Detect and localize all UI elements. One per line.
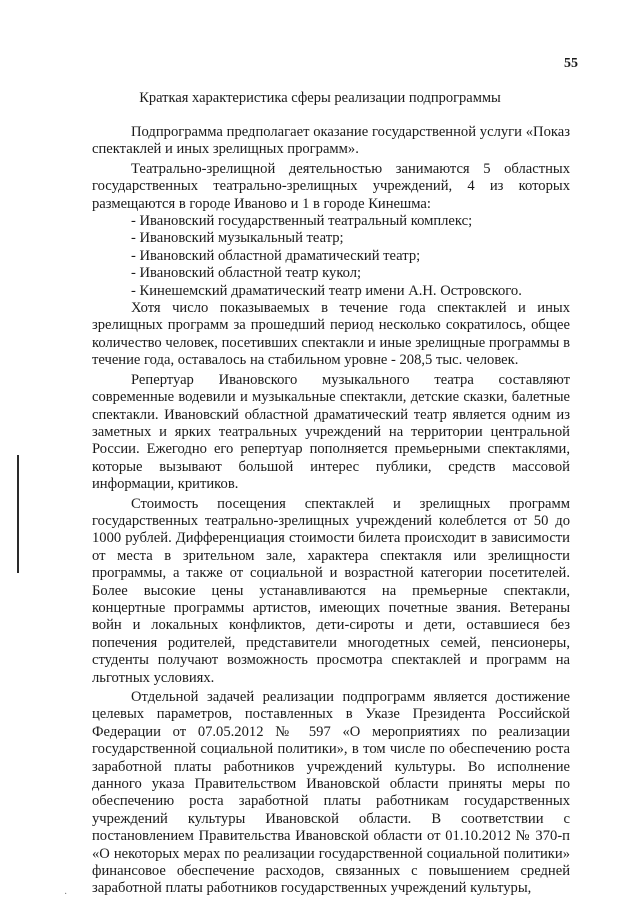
section-title: Краткая характеристика сферы реализации подпрограммы — [139, 90, 501, 106]
scan-margin-mark — [17, 455, 19, 573]
scan-artifact: · — [64, 889, 68, 900]
document-body — [92, 122, 570, 898]
paragraph: Хотя число показываемых в течение года спектаклей и иных зрелищных программ за прошедший период несколько сократилось, общее количество человек, посетивших спектакли и иные зрелищные программы в течение года, оставалось на стабильном уровне - 208,5 тыс. человек. — [92, 300, 570, 369]
paragraph: Репертуар Ивановского музыкального театра составляют современные водевили и музыкальные спектакли, детские сказки, балетные спектакли. Ивановский областной драматический театр является одним из заметных и ярких театральных учреждений на территории центральной России. Ежегодно его репертуар пополняется премьерными спектаклями, которые вызывают большой интерес публики, средств массовой информации, критиков. — [92, 371, 570, 493]
list-item: - Ивановский областной театр кукол; — [131, 265, 362, 282]
paragraph: Стоимость посещения спектаклей и зрелищных программ государственных театрально-зрелищных учреждений колеблется от 50 до 1000 рублей. Дифференциация стоимости билета происходит в зависимости от места в зрительном зале, характера спектакля или зрелищности программы, а также от социальной и возрастной категории посетителей. Более высокие цены устанавливаются на премьерные спектакли, концертные программы артистов, имеющих почетные звания. Ветераны войн и локальных конфликтов, дети-сироты и дети, оставшиеся без попечения родителей, представители многодетных семей, пенсионеры, студенты получают возможность просмотра спектаклей и программ на льготных условиях. — [92, 495, 570, 686]
list-item: - Ивановский областной драматический театр; — [131, 247, 421, 264]
paragraph: Отдельной задачей реализации подпрограмм является достижение целевых параметров, поставленных в Указе Президента Российской Федерации от 07.05.2012 № 597 «О мероприятиях по реализации государственной социальной политики», в том числе по обеспечению роста заработной платы работников учреждений культуры. Во исполнение данного указа Правительством Ивановской области приняты меры по обеспечению роста заработной платы работникам государственных учреждений культуры Ивановской области. В соответствии с постановлением Правительства Ивановской области от 01.10.2012 № 370-п «О некоторых мерах по реализации государственной социальной политики» финансовое обеспечение расходов, связанных с повышением средней заработной платы работников государственных учреждений культуры, — [92, 689, 570, 897]
list-item: - Ивановский государственный театральный комплекс; — [131, 213, 473, 230]
list-item: - Кинешемский драматический театр имени А.Н. Островского. — [131, 282, 522, 299]
list-item: - Ивановский музыкальный театр; — [131, 230, 344, 247]
paragraph: Подпрограмма предполагает оказание государственной услуги «Показ спектаклей и иных зрелищных программ». — [92, 124, 570, 158]
page-number: 55 — [564, 56, 578, 71]
paragraph: Театрально-зрелищной деятельностью занимаются 5 областных государственных театрально-зрелищных учреждений, 4 из которых размещаются в городе Иваново и 1 в городе Кинешма: — [92, 160, 570, 212]
